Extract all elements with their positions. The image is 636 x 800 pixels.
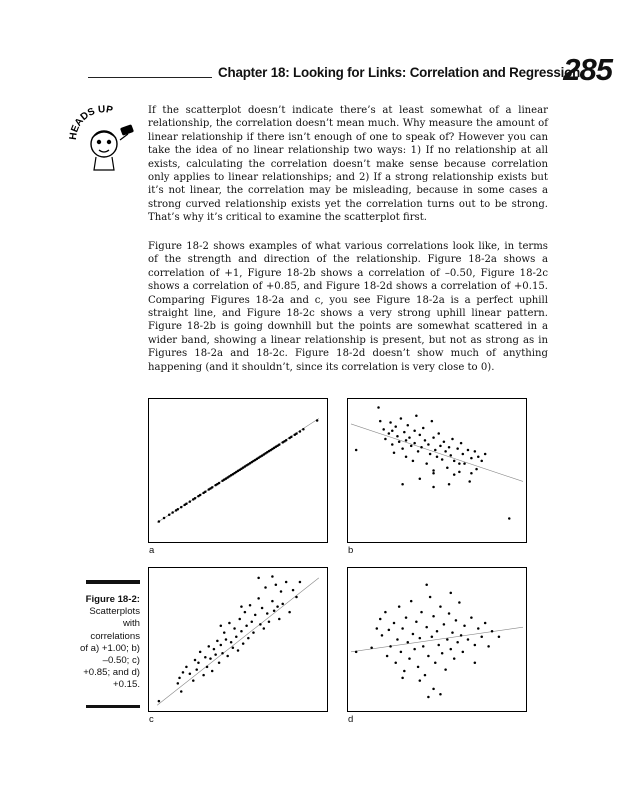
data-point	[393, 451, 396, 454]
data-point	[199, 651, 202, 654]
data-point	[468, 480, 471, 483]
data-point	[249, 604, 252, 607]
regression-line	[351, 424, 523, 482]
data-point	[446, 467, 449, 470]
data-point	[261, 607, 264, 610]
data-point	[275, 583, 278, 586]
data-point	[355, 449, 358, 452]
data-point	[462, 651, 465, 654]
data-point	[379, 420, 382, 423]
data-point	[158, 700, 161, 703]
caption-rule-top	[86, 580, 140, 584]
data-point	[439, 605, 442, 608]
data-point	[211, 670, 214, 673]
data-point	[228, 622, 231, 625]
data-point	[168, 514, 171, 517]
data-point	[401, 447, 404, 450]
plot-label-c: c	[149, 714, 154, 725]
chapter-title: Chapter 18: Looking for Links: Correlation and Regression	[218, 65, 581, 80]
data-point	[396, 435, 399, 438]
data-point	[432, 615, 435, 618]
data-point	[463, 625, 466, 628]
data-point	[400, 651, 403, 654]
data-point	[194, 497, 197, 500]
data-point	[285, 581, 288, 584]
data-point	[180, 506, 183, 509]
data-point	[405, 439, 408, 442]
data-point	[429, 596, 432, 599]
data-point	[463, 462, 466, 465]
data-point	[244, 611, 247, 614]
plot-label-d: d	[348, 714, 354, 725]
data-point	[432, 436, 435, 439]
data-point	[400, 417, 403, 420]
data-point	[384, 611, 387, 614]
data-point	[434, 449, 437, 452]
data-point	[448, 483, 451, 486]
data-point	[271, 575, 274, 578]
data-point	[415, 620, 418, 623]
data-point	[379, 618, 382, 621]
data-point	[420, 611, 423, 614]
data-point	[259, 623, 262, 626]
data-point	[441, 458, 444, 461]
data-point	[290, 436, 293, 439]
data-point	[484, 453, 487, 456]
data-point	[475, 468, 478, 471]
header-rule	[88, 77, 212, 78]
data-point	[252, 631, 255, 634]
data-point	[218, 482, 221, 485]
data-point	[158, 520, 161, 523]
data-point	[391, 430, 394, 433]
data-point	[474, 644, 477, 647]
data-point	[487, 645, 490, 648]
scatterplot-c-canvas	[149, 568, 327, 711]
data-point	[223, 631, 226, 634]
data-point	[470, 472, 473, 475]
data-point	[412, 633, 415, 636]
caption-rule-bottom	[86, 705, 140, 708]
data-point	[221, 652, 224, 655]
data-point	[436, 630, 439, 633]
data-point	[460, 442, 463, 445]
data-point	[381, 634, 384, 637]
data-point	[388, 629, 391, 632]
data-point	[182, 671, 185, 674]
data-point	[480, 636, 483, 639]
data-point	[432, 469, 435, 472]
data-point	[467, 638, 470, 641]
data-point	[388, 432, 391, 435]
data-point	[299, 430, 302, 433]
data-point	[178, 677, 181, 680]
data-point	[484, 622, 487, 625]
data-point	[467, 449, 470, 452]
scatterplot-b-canvas	[348, 399, 526, 542]
data-point	[370, 646, 373, 649]
data-point	[405, 616, 408, 619]
data-point	[177, 508, 180, 511]
data-point	[240, 605, 243, 608]
heads-up-icon-text: HEADS UP	[67, 104, 114, 141]
data-point	[394, 425, 397, 428]
data-point	[470, 616, 473, 619]
data-point	[453, 460, 456, 463]
data-point	[462, 453, 465, 456]
data-point	[245, 625, 248, 628]
data-point	[427, 696, 430, 699]
data-point	[185, 503, 188, 506]
caption-title: Figure 18-2:	[85, 594, 140, 605]
data-point	[206, 666, 209, 669]
data-point	[450, 592, 453, 595]
body-paragraph-2: Figure 18-2 shows examples of what various correlations look like, in terms of the strength and direction of the relationship. Figure 18-2a shows a correlation of +1, Figure 18-2b shows a correlation of –0.50, Figure 18-2c shows a correlation of +0.85, and Figure 18-2d shows a correlation of +0.15. Comparing Figures 18-2a and c, you see Figure 18-2a is a perfect uphill straight line, and Figure 18-2c shows a very strong uphill linear pattern. Figure 18-2b is going downhill but the points are somewhat scattered in a wider band, showing a linear relationship is present, but not as strong as in Figures 18-2a and 18-2c. Figure 18-2d doesn’t show much of anything happening (and it shouldn’t, since its correlation is very close to 0).	[148, 241, 548, 373]
data-point	[384, 438, 387, 441]
data-point	[194, 659, 197, 662]
data-point	[235, 636, 238, 639]
data-point	[458, 471, 461, 474]
data-point	[451, 438, 454, 441]
data-point	[209, 657, 212, 660]
data-point	[218, 662, 221, 665]
data-point	[427, 443, 430, 446]
data-point	[204, 656, 207, 659]
data-point	[407, 641, 410, 644]
scatterplot-d	[347, 567, 527, 712]
data-point	[401, 677, 404, 680]
body-paragraph-1: If the scatterplot doesn’t indicate there’s at least somewhat of a linear relationship, the correlation doesn’t mean much. Why measure the amount of linear relationship if there isn’t enough of one to speak of? However you can take the idea of no linear relationship two ways: 1) If no relationship at all exists, calculating the correlation doesn’t make sense because correlation only applies to linear relationships; and 2) If a strong relationship exists but it’s not linear, the correlation may be misleading, because in some cases a strong curved relationship exists yet the correlation turns out to be strong. That’s why it’s critical to examine the scatterplot first.	[148, 105, 548, 224]
page-number: 285	[563, 52, 612, 87]
data-point	[419, 434, 422, 437]
data-point	[266, 612, 269, 615]
data-point	[429, 453, 432, 456]
data-point	[477, 456, 480, 459]
data-point	[199, 494, 202, 497]
data-point	[443, 623, 446, 626]
data-point	[491, 630, 494, 633]
data-point	[431, 636, 434, 639]
data-point	[393, 622, 396, 625]
data-point	[508, 517, 511, 520]
data-point	[451, 631, 454, 634]
data-point	[422, 645, 425, 648]
data-point	[413, 430, 416, 433]
data-point	[377, 406, 380, 409]
data-point	[211, 486, 214, 489]
data-point	[251, 620, 254, 623]
data-point	[419, 637, 422, 640]
data-point	[410, 600, 413, 603]
data-point	[446, 638, 449, 641]
scatterplot-b	[347, 398, 527, 543]
data-point	[480, 460, 483, 463]
data-point	[398, 605, 401, 608]
scatterplot-a-canvas	[149, 399, 327, 542]
data-point	[382, 428, 385, 431]
data-point	[177, 682, 180, 685]
data-point	[424, 439, 427, 442]
data-point	[302, 428, 305, 431]
data-point	[413, 648, 416, 651]
data-point	[185, 666, 188, 669]
data-point	[456, 641, 459, 644]
data-point	[444, 450, 447, 453]
data-point	[389, 421, 392, 424]
data-point	[432, 486, 435, 489]
data-point	[439, 445, 442, 448]
scatterplot-a	[148, 398, 328, 543]
data-point	[204, 490, 207, 493]
data-point	[254, 614, 257, 617]
data-point	[163, 517, 166, 520]
data-point	[408, 657, 411, 660]
plot-label-b: b	[348, 545, 354, 556]
data-point	[437, 432, 440, 435]
data-point	[474, 662, 477, 665]
data-point	[189, 673, 192, 676]
data-point	[470, 457, 473, 460]
data-point	[441, 652, 444, 655]
data-point	[477, 627, 480, 630]
data-point	[425, 626, 428, 629]
data-point	[233, 627, 236, 630]
data-point	[226, 655, 229, 658]
data-point	[263, 627, 266, 630]
data-point	[197, 662, 200, 665]
data-point	[285, 439, 288, 442]
scatterplot-c	[148, 567, 328, 712]
data-point	[257, 577, 260, 580]
data-point	[214, 653, 217, 656]
data-point	[180, 690, 183, 693]
plot-label-a: a	[149, 545, 155, 556]
data-point	[264, 586, 267, 589]
data-point	[247, 637, 250, 640]
data-point	[278, 443, 281, 446]
data-point	[439, 693, 442, 696]
data-point	[316, 419, 319, 422]
data-point	[271, 600, 274, 603]
data-point	[281, 603, 284, 606]
data-point	[422, 427, 425, 430]
data-point	[419, 679, 422, 682]
data-point	[458, 462, 461, 465]
running-header	[88, 52, 612, 86]
data-point	[448, 446, 451, 449]
data-point	[355, 651, 358, 654]
data-point	[195, 668, 198, 671]
data-point	[257, 597, 260, 600]
data-point	[208, 645, 211, 648]
data-point	[444, 668, 447, 671]
data-point	[189, 500, 192, 503]
data-point	[458, 601, 461, 604]
data-point	[498, 636, 501, 639]
data-point	[401, 483, 404, 486]
heads-up-icon	[66, 100, 142, 176]
data-point	[299, 581, 302, 584]
data-point	[376, 627, 379, 630]
data-point	[437, 644, 440, 647]
data-point	[396, 638, 399, 641]
data-point	[386, 655, 389, 658]
data-point	[398, 440, 401, 443]
data-point	[225, 638, 228, 641]
data-point	[408, 436, 411, 439]
data-point	[220, 644, 223, 647]
data-point	[292, 589, 295, 592]
data-point	[391, 443, 394, 446]
data-point	[413, 442, 416, 445]
data-point	[280, 590, 283, 593]
data-point	[278, 618, 281, 621]
data-point	[427, 655, 430, 658]
data-point	[273, 609, 276, 612]
data-point	[474, 450, 477, 453]
data-point	[417, 450, 420, 453]
regression-line	[157, 578, 319, 705]
data-point	[448, 612, 451, 615]
data-point	[276, 605, 279, 608]
data-point	[417, 666, 420, 669]
data-point	[415, 414, 418, 417]
data-point	[268, 620, 271, 623]
data-point	[295, 432, 298, 435]
data-point	[420, 446, 423, 449]
data-point	[410, 445, 413, 448]
data-point	[453, 473, 456, 476]
data-point	[295, 596, 298, 599]
data-point	[425, 583, 428, 586]
data-point	[230, 641, 233, 644]
data-point	[171, 511, 174, 514]
data-point	[216, 640, 219, 643]
data-point	[389, 645, 392, 648]
data-point	[460, 634, 463, 637]
figure-caption	[80, 594, 140, 692]
data-point	[242, 642, 245, 645]
data-point	[453, 657, 456, 660]
data-point	[192, 679, 195, 682]
data-point	[405, 456, 408, 459]
data-point	[432, 688, 435, 691]
data-point	[238, 618, 241, 621]
data-point	[240, 630, 243, 633]
data-point	[425, 462, 428, 465]
data-point	[213, 648, 216, 651]
data-point	[401, 627, 404, 630]
caption-text: Scatterplots with correlations of a) +1.00; b) –0.50; c) +0.85; and d) +0.15.	[80, 606, 140, 691]
data-point	[403, 431, 406, 434]
data-point	[431, 420, 434, 423]
data-point	[432, 472, 435, 475]
data-point	[237, 649, 240, 652]
data-point	[407, 424, 410, 427]
data-point	[220, 625, 223, 628]
data-point	[403, 670, 406, 673]
data-point	[419, 477, 422, 480]
data-point	[232, 646, 235, 649]
data-point	[450, 454, 453, 457]
data-point	[202, 674, 205, 677]
scatterplot-d-canvas	[348, 568, 526, 711]
data-point	[443, 440, 446, 443]
data-point	[434, 662, 437, 665]
data-point	[288, 611, 291, 614]
data-point	[394, 662, 397, 665]
data-point	[436, 456, 439, 459]
data-point	[456, 447, 459, 450]
data-point	[450, 648, 453, 651]
data-point	[412, 460, 415, 463]
data-point	[424, 674, 427, 677]
data-point	[455, 619, 458, 622]
